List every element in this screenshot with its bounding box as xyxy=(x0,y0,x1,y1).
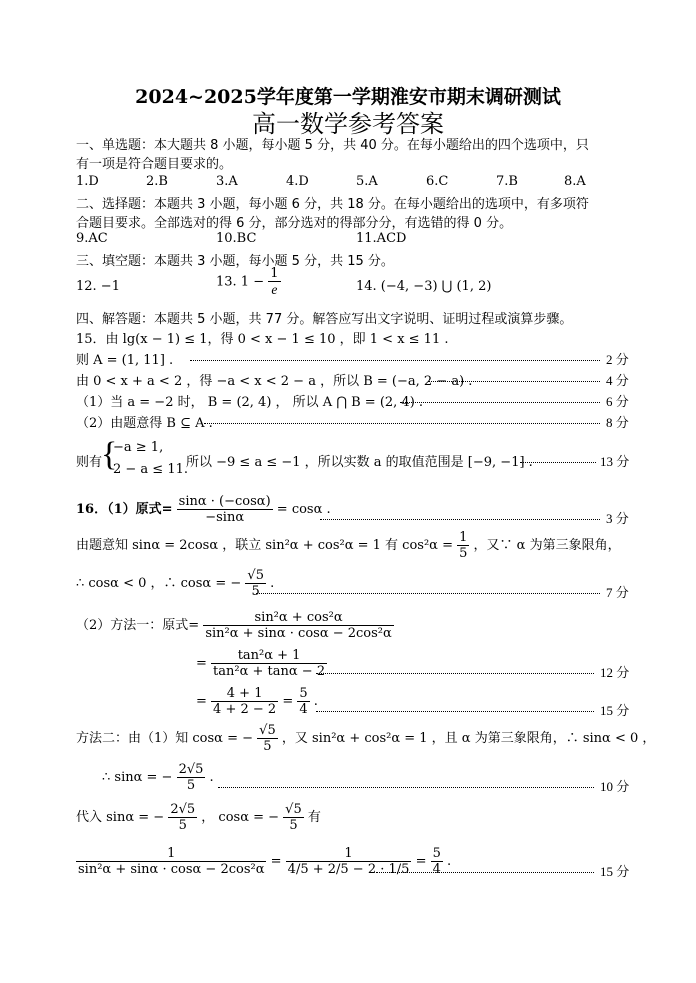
q16-line2-fraction xyxy=(457,530,469,561)
q16-method1-line2-den: tan²α + tanα − 2 xyxy=(213,664,326,679)
q16-method2-line3-den1: 5 xyxy=(178,818,187,833)
mc-answer-1: 1.D xyxy=(76,174,99,189)
q16-method2-line4-eq2: = xyxy=(415,854,427,869)
q16-method2-line3-fraction1 xyxy=(168,802,197,833)
sec1-header-line1: 一、单选题：本大题共 8 小题，每小题 5 分，共 40 分。在每小题给出的四个选项中，只 xyxy=(76,138,589,153)
q15-line6-leader xyxy=(520,462,596,463)
q16-method2-line2-period: . xyxy=(209,770,214,785)
q16-method1-line2-fraction xyxy=(211,648,327,679)
q16-method2-line2-pre: ∴ sinα = − xyxy=(102,770,173,785)
q16-method2-line3-fraction2 xyxy=(283,802,304,833)
q16-method2-line1-num: √5 xyxy=(259,723,276,738)
q16-method2-line4-fraction1 xyxy=(76,846,266,877)
q16-method1-line3-period: . xyxy=(313,694,318,709)
q16-line3 xyxy=(76,568,274,599)
q15-line4-score: 6 分 xyxy=(606,394,629,409)
q16-method2-line2-den: 5 xyxy=(186,778,196,793)
q16-line2-pre: 由题意知 sinα = 2cosα ，联立 sin²α + cos²α = 1 有 cos²α = xyxy=(76,538,453,553)
q16-method2-line3 xyxy=(76,802,321,833)
mc-answer-8: 8.A xyxy=(564,174,586,189)
multi-answer-10: 10.BC xyxy=(216,231,257,246)
q15-system-brace: { xyxy=(101,436,118,473)
mc-answer-2: 2.B xyxy=(146,174,168,189)
q16-part1-leader xyxy=(320,519,600,520)
q15-line5-leader xyxy=(204,423,600,424)
q16-method2-line4-eq1: = xyxy=(270,854,282,869)
q16-method1-line2-leader xyxy=(316,673,594,674)
q16-method1-line3-den2: 4 xyxy=(299,702,308,717)
q16-method2-line1-pre: 方法二：由（1）知 cosα = − xyxy=(76,731,254,746)
q16-method2-line4-num2: 1 xyxy=(286,846,412,862)
q16-method1-line3-den1: 4 + 2 − 2 xyxy=(213,702,277,717)
answer-key-title: 高一数学参考答案 xyxy=(252,110,444,138)
q16-method2-line4-den3: 4 xyxy=(432,862,441,877)
mc-answer-3: 3.A xyxy=(216,174,238,189)
q16-method2-line1-den: 5 xyxy=(263,739,272,754)
q15-line2: 则 A = (1, 11] . xyxy=(76,353,174,368)
q16-method1-line1 xyxy=(76,610,394,641)
q15-line3-score: 4 分 xyxy=(606,373,629,388)
q16-line3-den: 5 xyxy=(251,584,260,599)
q16-method2-line4-den1: sin²α + sinα · cosα − 2cos²α xyxy=(78,862,265,877)
q15-line4: （1）当 a = −2 时， B = (2, 4) ， 所以 A ⋂ B = (2, 4) . xyxy=(76,395,424,410)
q16-line3-fraction xyxy=(245,568,266,599)
mc-answer-4: 4.D xyxy=(286,174,309,189)
q16-method1-line3-eq2: = xyxy=(282,694,294,709)
q16-line3-score: 7 分 xyxy=(606,585,629,600)
mc-answer-5: 5.A xyxy=(356,174,378,189)
q16-method2-line4-score: 15 分 xyxy=(600,864,630,879)
q16-method2-line1-fraction xyxy=(257,723,278,754)
q15-line5: （2）由题意得 B ⊆ A . xyxy=(76,416,213,431)
q16-method2-line4-num1: 1 xyxy=(76,846,266,862)
q16-method1-line2-num: tan²α + 1 xyxy=(211,648,327,664)
q16-method1-line3-leader xyxy=(316,711,594,712)
q16-method1-fraction xyxy=(203,610,393,641)
q16-method2-line3-num2: √5 xyxy=(285,802,302,817)
q16-part1-fraction xyxy=(177,494,273,525)
q16-line3-num: √5 xyxy=(247,568,264,583)
multi-answer-11: 11.ACD xyxy=(356,231,407,246)
q16-part1-den: −sinα xyxy=(205,510,245,525)
q16-line2 xyxy=(76,530,621,561)
q15-line4-leader xyxy=(400,402,600,403)
fill-answer-14: 14. (−4, −3) ⋃ (1, 2) xyxy=(356,279,492,294)
q15-line1: 15．由 lg(x − 1) ≤ 1，得 0 < x − 1 ≤ 10 ，即 1 < x ≤ 11 . xyxy=(76,332,449,347)
q16-method1-line3-fraction2 xyxy=(297,686,309,717)
fill-answer-13-den: e xyxy=(271,282,278,297)
fill-answer-13-num: 1 xyxy=(270,266,279,281)
q16-method2-line4-den2: 4/5 + 2/5 − 2 · 1/5 xyxy=(287,862,410,877)
q16-method1-line3-fraction1 xyxy=(211,686,278,717)
q16-method1-line3 xyxy=(196,686,318,717)
q16-method2-line4-leader xyxy=(376,872,594,873)
q16-part1 xyxy=(76,494,331,525)
multi-answer-9: 9.AC xyxy=(76,231,108,246)
q15-line5-score: 8 分 xyxy=(606,415,629,430)
q16-method2-line2 xyxy=(102,762,214,793)
q16-method1-line2 xyxy=(196,648,327,679)
q15-line2-score: 2 分 xyxy=(606,352,629,367)
q16-method1-num: sin²α + cos²α xyxy=(203,610,393,626)
q16-method2-line4-num3: 5 xyxy=(432,846,441,861)
q16-method2-line2-leader xyxy=(218,787,594,788)
sec4-header: 四、解答题：本题共 5 小题，共 77 分。解答应写出文字说明、证明过程或演算步骤。 xyxy=(76,312,573,327)
q16-method2-line2-fraction xyxy=(177,762,206,793)
fill-answer-12: 12. −1 xyxy=(76,279,120,294)
q16-method1-line2-score: 12 分 xyxy=(600,665,630,680)
q15-line3-leader xyxy=(428,381,600,382)
q16-part1-prefix: 16．（1）原式= xyxy=(76,502,173,517)
q15-system-case1: −a ≥ 1, xyxy=(113,440,164,455)
q16-part1-score: 3 分 xyxy=(606,511,629,526)
q16-method1-line3-score: 15 分 xyxy=(600,703,630,718)
q15-system-prefix: 则有 xyxy=(76,455,103,470)
q16-line2-den: 5 xyxy=(459,546,468,561)
q15-line2-leader xyxy=(190,360,600,361)
q16-method1-line3-eq: = xyxy=(196,694,207,709)
q16-line3-leader xyxy=(256,593,600,594)
q16-method2-line3-num1: 2√5 xyxy=(170,802,196,817)
q16-method2-line1 xyxy=(76,723,655,754)
q16-method2-line4-period: . xyxy=(447,854,452,869)
sec2-header-line2: 合题目要求。全部选对的得 6 分，部分选对的得部分分，有选错的得 0 分。 xyxy=(76,216,513,231)
q15-line6: 所以 −9 ≤ a ≤ −1 ，所以实数 a 的取值范围是 [−9, −1] . xyxy=(186,455,533,470)
q16-method2-line2-num: 2√5 xyxy=(178,762,204,777)
q16-part1-result: = cosα . xyxy=(276,502,331,517)
q15-system-case2: 2 − a ≤ 11. xyxy=(113,462,189,477)
q16-method2-line3-post: 有 xyxy=(307,810,321,825)
q16-method1-pre: （2）方法一：原式= xyxy=(76,618,200,633)
q16-method1-line3-num1: 4 + 1 xyxy=(211,686,278,702)
fill-answer-13 xyxy=(216,266,281,298)
fill-answer-13-fraction xyxy=(268,266,280,298)
q16-line2-num: 1 xyxy=(459,530,468,545)
q16-part1-num: sinα · (−cosα) xyxy=(178,494,271,509)
q16-method1-line3-num2: 5 xyxy=(299,686,308,701)
exam-title: 2024~2025学年度第一学期淮安市期末调研测试 xyxy=(135,86,561,108)
mc-answer-6: 6.C xyxy=(426,174,449,189)
q16-method2-line3-mid: ， cosα = − xyxy=(201,810,280,825)
q16-line3-post: . xyxy=(270,576,275,591)
sec1-header-line2: 有一项是符合题目要求的。 xyxy=(76,157,233,172)
q16-line2-post: ，又∵ α 为第三象限角， xyxy=(473,538,621,553)
sec2-header-line1: 二、选择题：本题共 3 小题，每小题 6 分，共 18 分。在每小题给出的选项中，有多项符 xyxy=(76,197,589,212)
q16-method2-line1-post: ，又 sin²α + cos²α = 1 ，且 α 为第三象限角，∴ sinα < 0 ， xyxy=(281,731,656,746)
fill-answer-13-prefix: 13. 1 − xyxy=(216,274,265,290)
q15-line3: 由 0 < x + a < 2 ，得 −a < x < 2 − a ，所以 B = (−a, 2 − a) . xyxy=(76,374,473,389)
q16-method1-den: sin²α + sinα · cosα − 2cos²α xyxy=(205,626,392,641)
mc-answer-7: 7.B xyxy=(496,174,518,189)
q15-line6-score: 13 分 xyxy=(600,454,630,469)
sec3-header: 三、填空题：本题共 3 小题，每小题 5 分，共 15 分。 xyxy=(76,254,394,269)
q16-method1-line2-eq: = xyxy=(196,656,207,671)
q16-method2-line2-score: 10 分 xyxy=(600,779,630,794)
q16-method2-line3-den2: 5 xyxy=(289,818,298,833)
q16-line3-pre: ∴ cosα < 0 ，∴ cosα = − xyxy=(76,576,242,591)
q16-method2-line3-pre: 代入 sinα = − xyxy=(76,810,165,825)
